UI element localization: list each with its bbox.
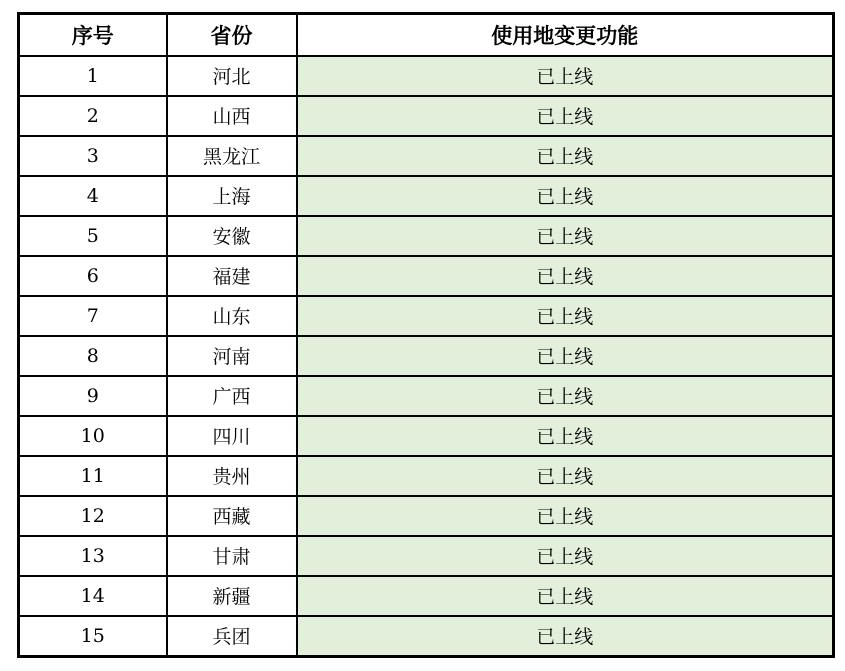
table-row: [19, 176, 834, 216]
cell-status: 已上线: [297, 336, 834, 376]
cell-no: 14: [19, 576, 167, 616]
table-row: [19, 416, 834, 456]
cell-no: 13: [19, 536, 167, 576]
cell-no: 5: [19, 216, 167, 256]
cell-province: 山西: [167, 96, 297, 136]
table-row: [19, 576, 834, 616]
cell-status: 已上线: [297, 176, 834, 216]
cell-status: 已上线: [297, 456, 834, 496]
table-row: [19, 216, 834, 256]
cell-province: 广西: [167, 376, 297, 416]
table-row: [19, 256, 834, 296]
cell-status: 已上线: [297, 256, 834, 296]
cell-no: 4: [19, 176, 167, 216]
province-status-table-container: [17, 12, 835, 658]
cell-province: 福建: [167, 256, 297, 296]
table-row: [19, 536, 834, 576]
cell-no: 11: [19, 456, 167, 496]
table-row: [19, 96, 834, 136]
table-row: [19, 616, 834, 657]
cell-province: 安徽: [167, 216, 297, 256]
cell-province: 河北: [167, 56, 297, 96]
cell-status: 已上线: [297, 296, 834, 336]
column-header-province: 省份: [167, 14, 297, 57]
cell-status: 已上线: [297, 536, 834, 576]
cell-status: 已上线: [297, 496, 834, 536]
cell-status: 已上线: [297, 376, 834, 416]
cell-no: 6: [19, 256, 167, 296]
column-header-no: 序号: [19, 14, 167, 57]
cell-province: 黑龙江: [167, 136, 297, 176]
cell-province: 贵州: [167, 456, 297, 496]
cell-no: 9: [19, 376, 167, 416]
cell-no: 15: [19, 616, 167, 657]
cell-province: 河南: [167, 336, 297, 376]
cell-status: 已上线: [297, 96, 834, 136]
cell-no: 10: [19, 416, 167, 456]
header-row: [19, 14, 834, 57]
table-row: [19, 456, 834, 496]
column-header-status: 使用地变更功能: [297, 14, 834, 57]
cell-status: 已上线: [297, 576, 834, 616]
cell-province: 甘肃: [167, 536, 297, 576]
cell-status: 已上线: [297, 56, 834, 96]
cell-no: 3: [19, 136, 167, 176]
cell-province: 兵团: [167, 616, 297, 657]
province-status-table: [17, 12, 835, 658]
table-row: [19, 136, 834, 176]
cell-status: 已上线: [297, 616, 834, 657]
cell-no: 12: [19, 496, 167, 536]
table-row: [19, 496, 834, 536]
cell-status: 已上线: [297, 416, 834, 456]
cell-province: 上海: [167, 176, 297, 216]
cell-province: 四川: [167, 416, 297, 456]
cell-province: 西藏: [167, 496, 297, 536]
cell-province: 山东: [167, 296, 297, 336]
cell-no: 8: [19, 336, 167, 376]
table-row: [19, 296, 834, 336]
table-row: [19, 376, 834, 416]
cell-province: 新疆: [167, 576, 297, 616]
cell-status: 已上线: [297, 216, 834, 256]
cell-no: 7: [19, 296, 167, 336]
cell-no: 2: [19, 96, 167, 136]
table-row: [19, 56, 834, 96]
cell-no: 1: [19, 56, 167, 96]
table-row: [19, 336, 834, 376]
cell-status: 已上线: [297, 136, 834, 176]
